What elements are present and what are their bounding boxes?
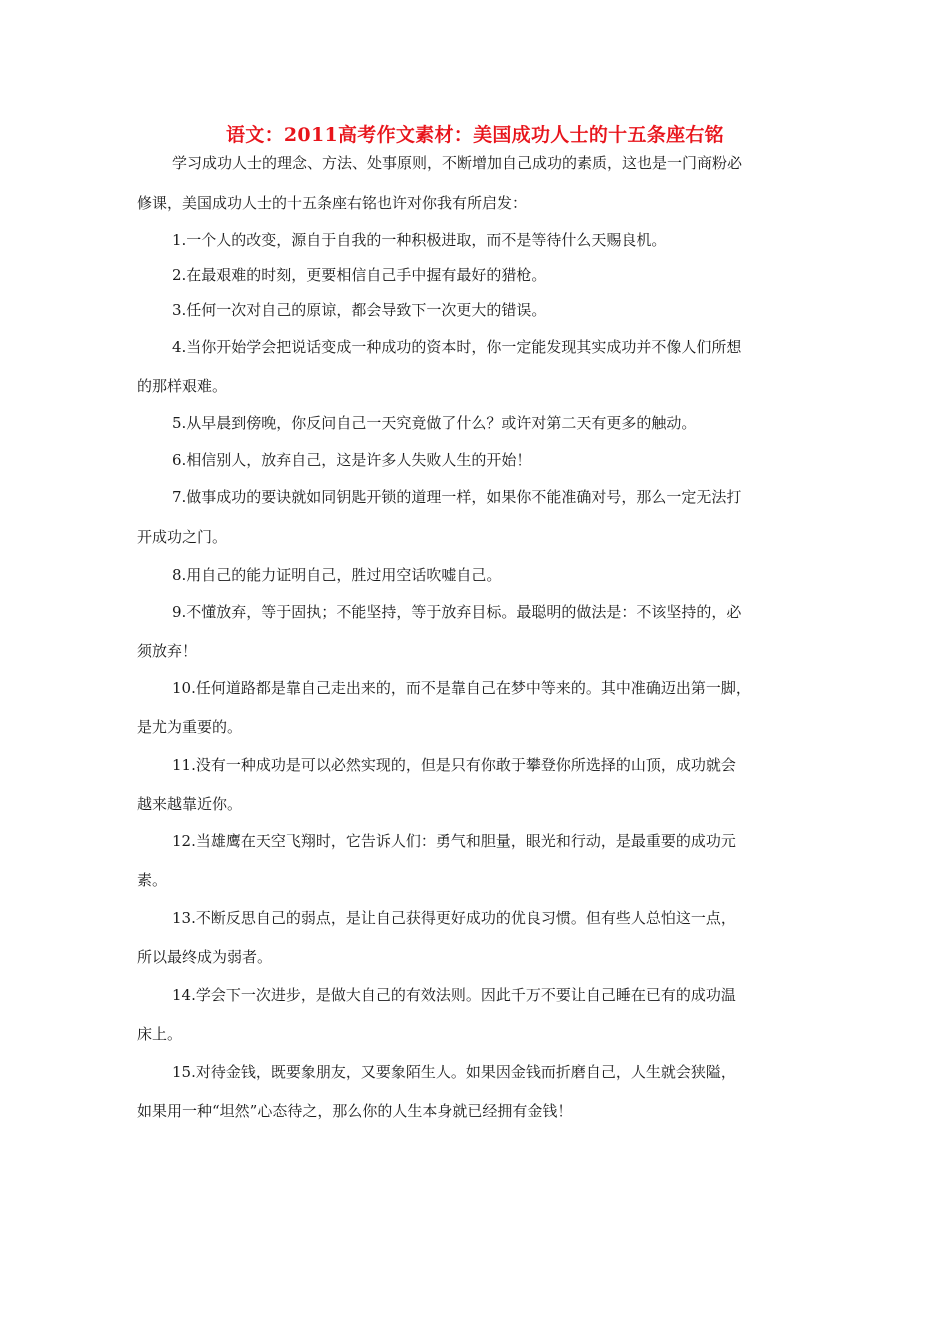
item-13-line-1: 13.不断反思自己的弱点，是让自己获得更好成功的优良习惯。但有些人总怕这一点，	[172, 909, 736, 927]
intro-line-1: 学习成功人士的理念、方法、处事原则，不断增加自己成功的素质，这也是一门商粉必	[172, 154, 743, 172]
item-7-line-2: 开成功之门。	[137, 528, 228, 546]
item-14-line-1: 14.学会下一次进步，是做大自己的有效法则。因此千万不要让自己睡在已有的成功温	[172, 986, 736, 1004]
item-15-line-2: 如果用一种“坦然”心态待之，那么你的人生本身就已经拥有金钱！	[137, 1102, 573, 1120]
item-10-line-1: 10.任何道路都是靠自己走出来的，而不是靠自己在梦中等来的。其中准确迈出第一脚，	[172, 679, 751, 697]
item-14-line-2: 床上。	[137, 1025, 183, 1043]
intro-line-2: 修课，美国成功人士的十五条座右铭也许对你我有所启发：	[137, 194, 528, 212]
item-12-line-1: 12.当雄鹰在天空飞翔时，它告诉人们：勇气和胆量，眼光和行动，是最重要的成功元	[172, 832, 736, 850]
item-9-line-1: 9.不懂放弃，等于固执；不能坚持，等于放弃目标。最聪明的做法是：不该坚持的，必	[172, 603, 742, 621]
item-6-line-1: 6.相信别人，放弃自己，这是许多人失败人生的开始！	[172, 451, 532, 469]
item-11-line-2: 越来越靠近你。	[137, 795, 243, 813]
item-8-line-1: 8.用自己的能力证明自己，胜过用空话吹嘘自己。	[172, 566, 502, 584]
item-7-line-1: 7.做事成功的要诀就如同钥匙开锁的道理一样，如果你不能准确对号，那么一定无法打	[172, 488, 742, 506]
item-5-line-1: 5.从早晨到傍晚，你反问自己一天究竟做了什么？或许对第二天有更多的触动。	[172, 414, 697, 432]
item-4-line-2: 的那样艰难。	[137, 377, 228, 395]
item-1-line-1: 1.一个人的改变，源自于自我的一种积极进取，而不是等待什么天赐良机。	[172, 231, 667, 249]
item-10-line-2: 是尤为重要的。	[137, 718, 243, 736]
item-12-line-2: 素。	[137, 871, 168, 889]
item-3-line-1: 3.任何一次对自己的原谅，都会导致下一次更大的错误。	[172, 301, 547, 319]
item-9-line-2: 须放弃！	[137, 642, 198, 660]
item-11-line-1: 11.没有一种成功是可以必然实现的，但是只有你敢于攀登你所选择的山顶，成功就会	[172, 756, 736, 774]
item-4-line-1: 4.当你开始学会把说话变成一种成功的资本时，你一定能发现其实成功并不像人们所想	[172, 338, 742, 356]
item-13-line-2: 所以最终成为弱者。	[137, 948, 273, 966]
item-15-line-1: 15.对待金钱，既要象朋友，又要象陌生人。如果因金钱而折磨自己，人生就会狭隘，	[172, 1063, 736, 1081]
item-2-line-1: 2.在最艰难的时刻，更要相信自己手中握有最好的猎枪。	[172, 266, 547, 284]
document-title: 语文：2011高考作文素材：美国成功人士的十五条座右铭	[226, 124, 724, 146]
